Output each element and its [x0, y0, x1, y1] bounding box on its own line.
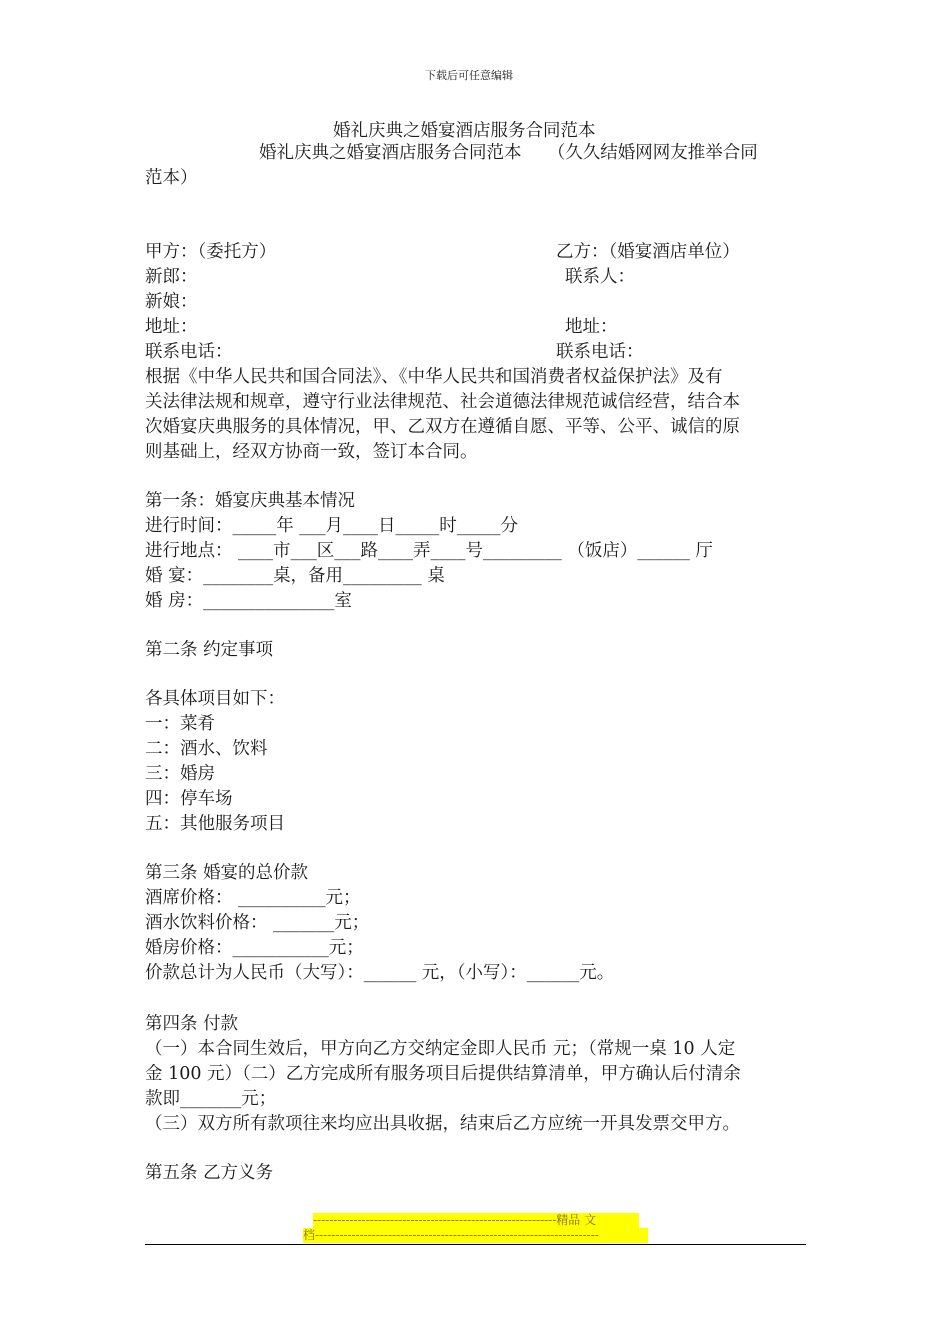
article-2-heading: 第二条 约定事项	[145, 640, 274, 660]
preamble-line: 根据《中华人民共和国合同法》、《中华人民共和国消费者权益保护法》及有	[145, 367, 723, 387]
room-price-line: 婚房价格：___________元；	[145, 938, 364, 958]
party-a-address-field: 地址：	[145, 317, 198, 337]
party-b-address-field: 地址：	[565, 317, 618, 337]
page-header-note: 下载后可任意编辑	[425, 69, 513, 82]
list-item: 一：菜肴	[145, 714, 215, 734]
contact-person-field: 联系人：	[565, 267, 635, 287]
table-price-line: 酒席价格： __________元；	[145, 888, 361, 908]
list-item: 四：停车场	[145, 789, 233, 809]
party-a-phone-field: 联系电话：	[145, 342, 233, 362]
event-time-line: 进行时间：_____年 ___月____日_____时_____分	[145, 516, 519, 536]
list-item: 二：酒水、饮料	[145, 739, 268, 759]
footer-watermark-line: 档----------------------------------------------------------------------	[303, 1228, 648, 1243]
document-subtitle: 婚礼庆典之婚宴酒店服务合同范本 （久久结婚网网友推举合同	[259, 143, 758, 163]
total-price-line: 价款总计为人民币（大写）：______ 元，（小写）：______元。	[145, 963, 615, 983]
list-item: 五：其他服务项目	[145, 814, 285, 834]
preamble-line: 则基础上，经双方协商一致，签订本合同。	[145, 442, 478, 462]
drinks-price-line: 酒水饮料价格： _______元；	[145, 913, 370, 933]
party-b-label: 乙方：（婚宴酒店单位）	[556, 242, 740, 262]
preamble-line: 关法律法规和规章，遵守行业法律规范、社会道德法律规范诚信经营，结合本	[145, 392, 740, 412]
event-place-line: 进行地点： ____市___区___路____弄____号_________ （饭店）______ 厅	[145, 541, 713, 561]
party-b-phone-field: 联系电话：	[556, 342, 644, 362]
article-5-heading: 第五条 乙方义务	[145, 1163, 274, 1183]
article-1-heading: 第一条：婚宴庆典基本情况	[145, 491, 355, 511]
article-2-intro: 各具体项目如下：	[145, 689, 285, 709]
payment-line: 款即_______元；	[145, 1089, 277, 1109]
payment-line: 金 100 元）（二）乙方完成所有服务项目后提供结算清单，甲方确认后付清余	[145, 1064, 741, 1084]
payment-line: （三）双方所有款项往来均应出具收据，结束后乙方应统一开具发票交甲方。	[145, 1114, 740, 1134]
bride-field: 新娘：	[145, 292, 198, 312]
payment-line: （一）本合同生效后，甲方向乙方交纳定金即人民币 元；（常规一桌 10 人定	[145, 1039, 736, 1059]
document-title: 婚礼庆典之婚宴酒店服务合同范本	[333, 121, 596, 141]
document-subtitle-continued: 范本）	[145, 168, 198, 188]
groom-field: 新郎：	[145, 267, 198, 287]
footer-watermark-line: ------------------------------------------------------------精品 文	[313, 1213, 639, 1228]
wedding-room-line: 婚 房：_______________室	[145, 591, 352, 611]
footer-divider	[145, 1244, 806, 1245]
article-4-heading: 第四条 付款	[145, 1014, 239, 1034]
list-item: 三：婚房	[145, 764, 215, 784]
preamble-line: 次婚宴庆典服务的具体情况，甲、乙双方在遵循自愿、平等、公平、诚信的原	[145, 417, 740, 437]
party-a-label: 甲方：（委托方）	[145, 242, 277, 262]
banquet-tables-line: 婚 宴：________桌，备用_________ 桌	[145, 566, 445, 586]
article-3-heading: 第三条 婚宴的总价款	[145, 863, 309, 883]
